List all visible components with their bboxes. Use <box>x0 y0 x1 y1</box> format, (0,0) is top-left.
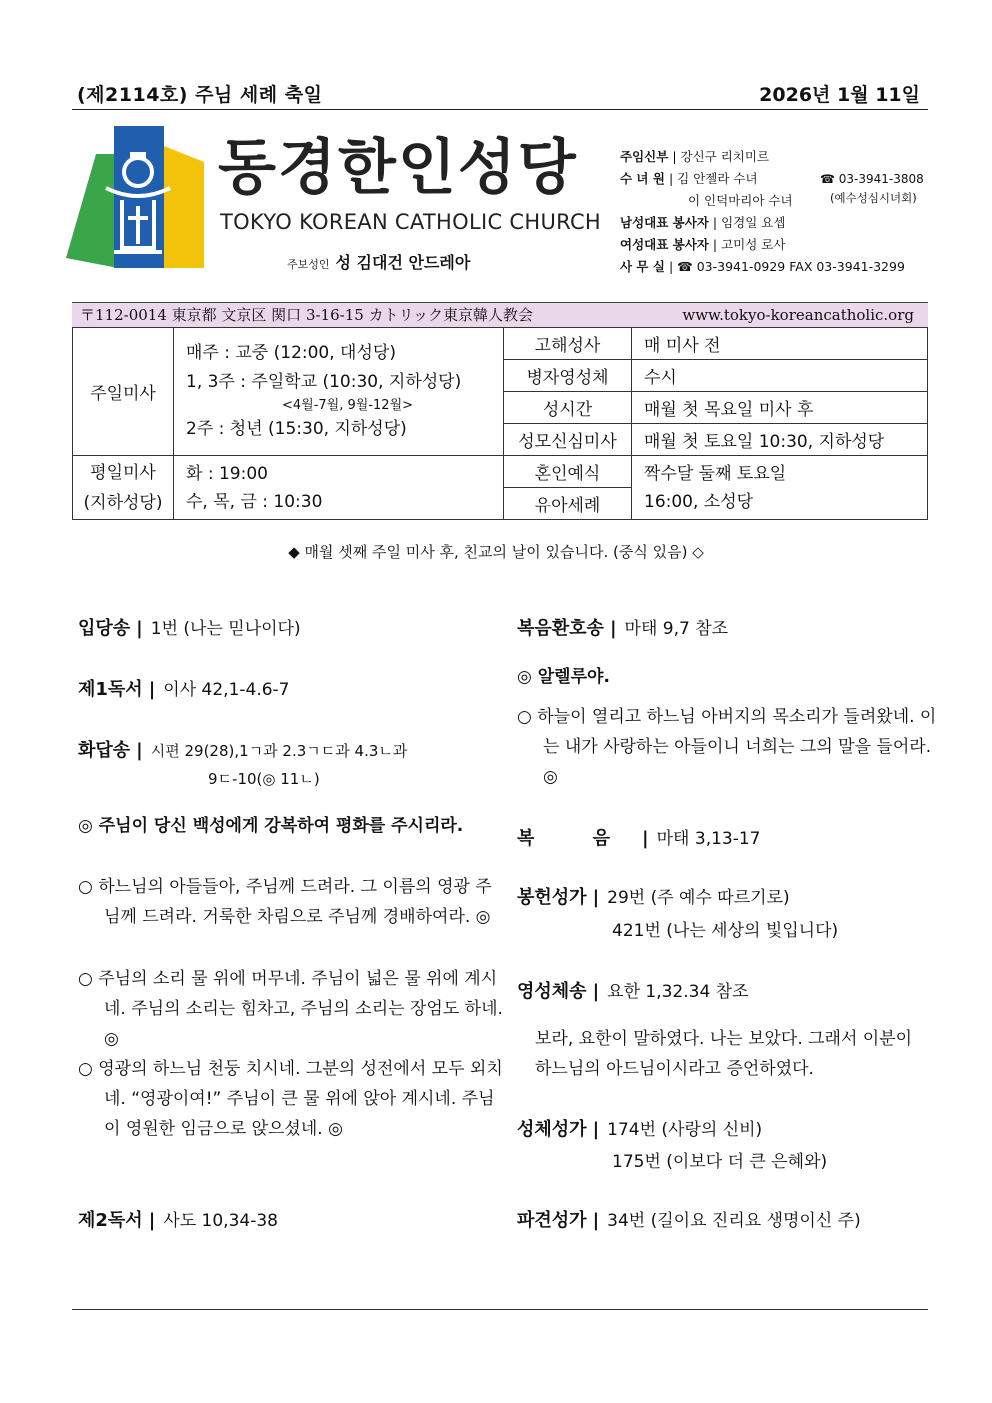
fellowship-notice: ◆ 매월 셋째 주일 미사 후, 친교의 날이 있습니다. (중식 있음) ◇ <box>288 543 704 561</box>
alleluia: ◎ 알렐루야. <box>517 667 610 687</box>
first-reading: 제1독서 | 이사 42,1-4.6-7 <box>78 679 290 700</box>
communion-antiphon: 영성체송 | 요한 1,32.34 참조 <box>517 981 749 1002</box>
sunday-mass-label: 주일미사 <box>73 328 174 456</box>
psalm-response: ◎ 주님이 당신 백성에게 강복하여 평화를 주시리라. <box>78 816 464 836</box>
address: 〒112-0014 東京都 文京区 関口 3-16-15 カトリック東京韓人教会 <box>80 306 533 324</box>
wedding-label: 혼인예식 <box>504 456 632 488</box>
wedding-value: 짝수달 둘째 토요일 16:00, 소성당 <box>632 456 928 520</box>
convent-phone: ☎ 03-3941-3808 <box>820 172 924 186</box>
psalm-verse-3: ○ 영광의 하느님 천둥 치시네. 그분의 성전에서 모두 외치네. “영광이여!” 주님이 큰 물 위에 앉아 계시네. 주님이 영원한 임금으로 앉으셨네. ◎ <box>78 1059 503 1139</box>
address-bar <box>72 302 928 328</box>
communion-antiphon-text: 보라, 요한이 말하였다. 나는 보았다. 그래서 이분이 하느님의 아드님이시라고 증언하였다. <box>535 1029 913 1079</box>
sunday-mass-times: 매주 : 교중 (12:00, 대성당) 1, 3주 : 주일학교 (10:30, 지하성당) <4월-7월, 9월-12월> 2주 : 청년 (15:30, 지하성당) <box>174 328 504 456</box>
communion-hymn: 성체성가 | 174번 (사랑의 신비) <box>517 1119 763 1140</box>
responsorial-psalm: 화답송 | 시편 29(28),1ㄱ과 2.3ㄱㄷ과 4.3ㄴ과 <box>78 740 408 761</box>
patron-saint <box>287 250 470 273</box>
infant-baptism-label: 유아세례 <box>504 488 632 520</box>
patron-name: 성 김대건 안드레아 <box>335 253 471 272</box>
staff-row: 이 인덕마리아 수녀 <box>688 193 793 208</box>
staff-row: 남성대표 봉사자 | 임경일 요셉 <box>620 215 786 230</box>
weekday-mass-label: 평일미사 (지하성당) <box>73 456 174 520</box>
website-link[interactable]: www.tokyo-koreancatholic.org <box>682 306 914 324</box>
patron-label: 주보성인 <box>287 258 330 271</box>
footer-divider <box>72 1309 928 1310</box>
convent-note: (예수성심시녀회) <box>830 191 917 205</box>
holy-hour-label: 성시간 <box>504 392 632 424</box>
offertory-hymn: 봉헌성가 | 29번 (주 예수 따르기로) <box>517 887 790 908</box>
weekday-mass-times: 화 : 19:00 수, 목, 금 : 10:30 <box>174 456 504 520</box>
entrance-hymn: 입당송 | 1번 (나는 믿나이다) <box>78 618 301 639</box>
confession-value: 매 미사 전 <box>632 328 928 360</box>
staff-list <box>620 146 905 278</box>
immaculate-heart-label: 성모신심미사 <box>504 424 632 456</box>
staff-row: 주임신부 | 강신구 리치미르 <box>620 149 770 164</box>
church-name-english: TOKYO KOREAN CATHOLIC CHURCH <box>220 210 602 234</box>
psalm-verse-2: ○ 주님의 소리 물 위에 머무네. 주님이 넓은 물 위에 계시네. 주님의 소리는 힘차고, 주님의 소리는 장엄도 하네. ◎ <box>78 969 503 1049</box>
immaculate-heart-value: 매월 첫 토요일 10:30, 지하성당 <box>632 424 928 456</box>
responsorial-psalm-cont: 9ㄷ-10(◎ 11ㄴ) <box>208 770 320 788</box>
gospel: 복 음 | 마태 3,13-17 <box>517 828 761 849</box>
alleluia-verse: ○ 하늘이 열리고 하느님 아버지의 목소리가 들려왔네. 이는 내가 사랑하는 아들이니 너희는 그의 말을 들어라. ◎ <box>517 707 937 787</box>
holy-hour-value: 매월 첫 목요일 미사 후 <box>632 392 928 424</box>
psalm-verse-1: ○ 하느님의 아들들아, 주님께 드려라. 그 이름의 영광 주님께 드려라. 거룩한 차림으로 주님께 경배하여라. ◎ <box>78 877 492 927</box>
sick-communion-value: 수시 <box>632 360 928 392</box>
issue-title: (제2114호) 주님 세례 축일 <box>77 84 323 106</box>
staff-row: 수 녀 원 | 김 안젤라 수녀 <box>620 171 758 186</box>
recessional-hymn: 파견성가 | 34번 (길이요 진리요 생명이신 주) <box>517 1210 861 1231</box>
mass-schedule-table <box>72 327 928 520</box>
church-logo-icon <box>66 126 206 268</box>
second-reading: 제2독서 | 사도 10,34-38 <box>78 1210 278 1231</box>
staff-row: 사 무 실 | ☎ 03-3941-0929 FAX 03-3941-3299 <box>620 259 905 274</box>
issue-date: 2026년 1월 11일 <box>759 84 920 106</box>
staff-row: 여성대표 봉사자 | 고미성 로사 <box>620 237 786 252</box>
sick-communion-label: 병자영성체 <box>504 360 632 392</box>
gospel-acclamation: 복음환호송 | 마태 9,7 참조 <box>517 618 729 639</box>
offertory-hymn-2: 421번 (나는 세상의 빛입니다) <box>612 921 839 941</box>
confession-label: 고해성사 <box>504 328 632 360</box>
communion-hymn-2: 175번 (이보다 더 큰 은혜와) <box>612 1152 828 1172</box>
church-name-korean: 동경한인성당 <box>218 133 578 203</box>
header-divider <box>72 109 928 110</box>
